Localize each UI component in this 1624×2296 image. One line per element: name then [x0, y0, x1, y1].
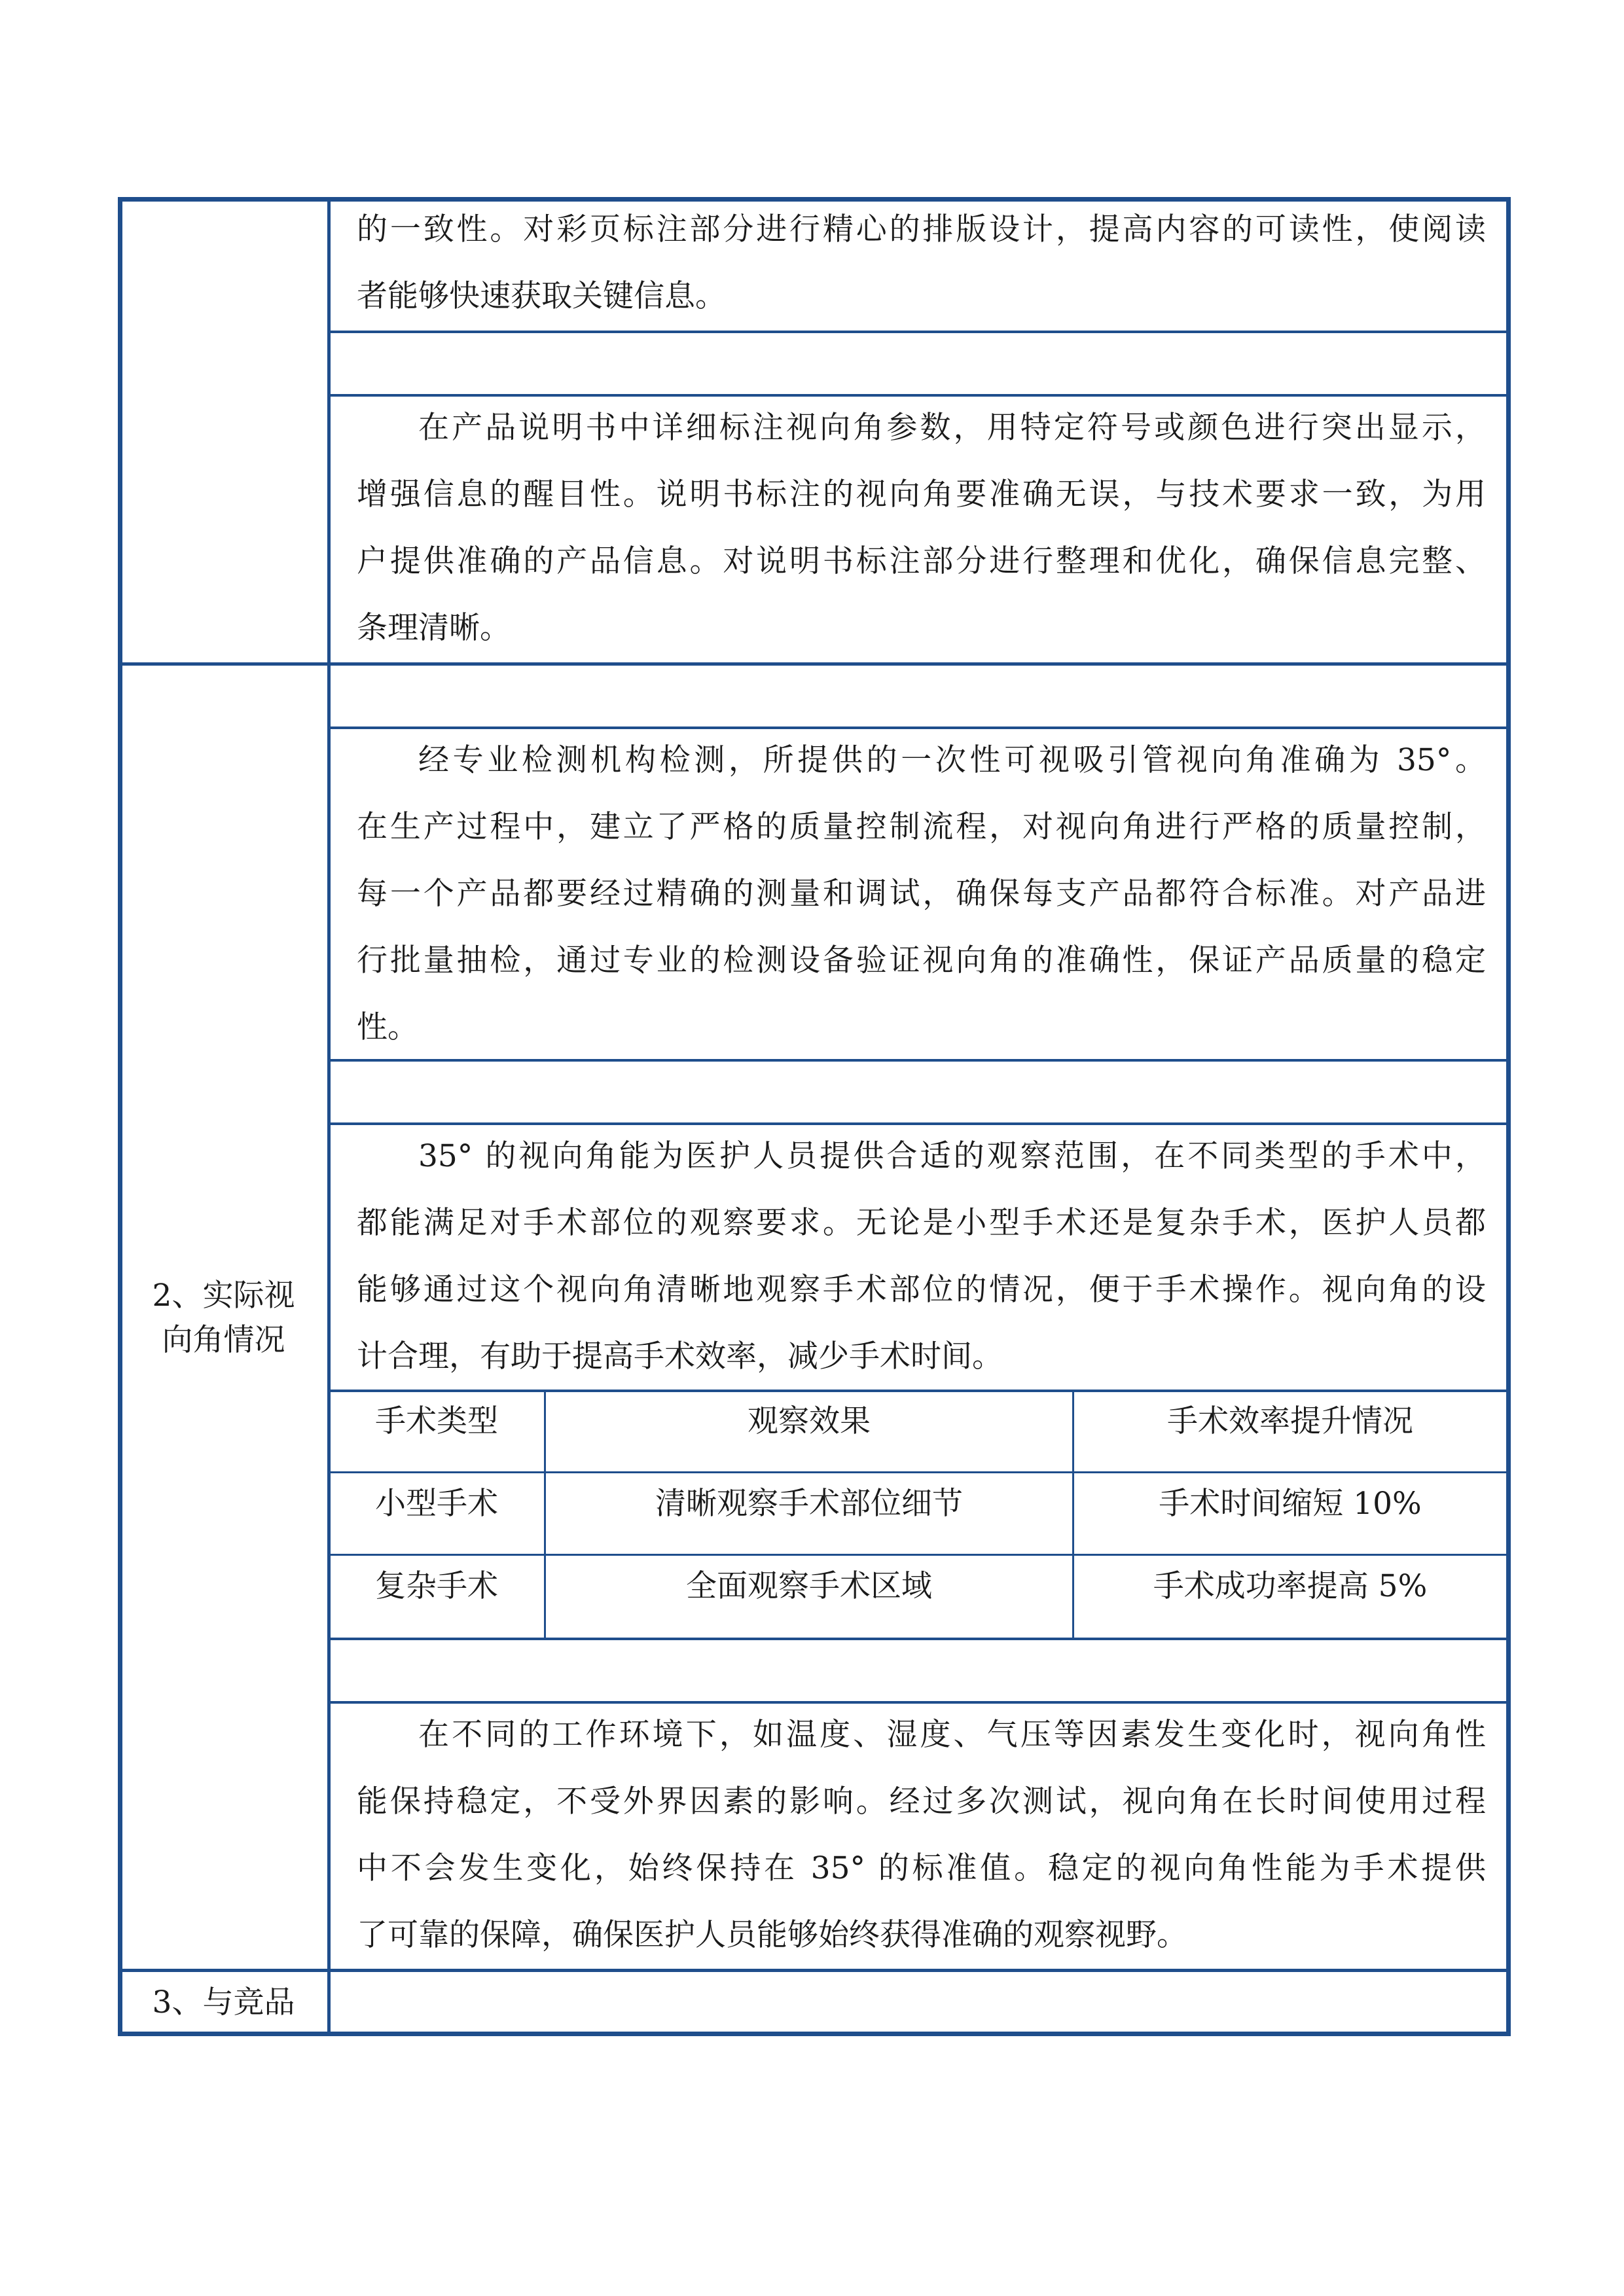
rule: [329, 331, 1506, 333]
text-line: 者能够快速获取关键信息。: [357, 278, 726, 314]
table-cell: 小型手术: [375, 1486, 498, 1522]
table-header-efficiency: 手术效率提升情况: [1167, 1403, 1413, 1439]
table-header-surgery-type: 手术类型: [375, 1403, 498, 1439]
text-line: 每一个产品都要经过精确的测量和调试，确保每支产品都符合标准。对产品进: [357, 876, 1486, 912]
text-line: 35° 的视向角能为医护人员提供合适的观察范围，在不同类型的手术中，: [418, 1138, 1486, 1174]
paragraph-observation-needs: [357, 1123, 1486, 1390]
section-label-line: 向角情况: [162, 1322, 285, 1358]
text-line: 计合理，有助于提高手术效率，减少手术时间。: [357, 1338, 1003, 1374]
paragraph-parameter-verification: [357, 727, 1486, 1061]
table-cell: 复杂手术: [375, 1568, 498, 1604]
text-line: 都能满足对手术部位的观察要求。无论是小型手术还是复杂手术，医护人员都: [357, 1205, 1486, 1241]
rule: [118, 662, 1511, 666]
text-line: 在生产过程中，建立了严格的质量控制流程，对视向角进行严格的质量控制，: [357, 809, 1486, 845]
text-line: 户提供准确的产品信息。对说明书标注部分进行整理和优化，确保信息完整、: [357, 543, 1486, 579]
column-divider: [327, 197, 331, 2036]
section-label-actual-view-angle: [118, 1274, 329, 1363]
text-line: 行批量抽检，通过专业的检测设备验证视向角的准确性，保证产品质量的稳定: [357, 942, 1486, 978]
table-header-observation-effect: 观察效果: [748, 1403, 871, 1439]
text-line: 了可靠的保障，确保医护人员能够始终获得准确的观察视野。: [357, 1917, 1187, 1953]
text-line: 能够通过这个视向角清晰地观察手术部位的情况，便于手术操作。视向角的设: [357, 1272, 1486, 1308]
rule: [329, 1638, 1506, 1640]
text-line: 条理清晰。: [357, 610, 511, 646]
text-line: 能保持稳定，不受外界因素的影响。经过多次测试，视向角在长时间使用过程: [357, 1784, 1486, 1820]
text-line: 的一致性。对彩页标注部分进行精心的排版设计，提高内容的可读性，使阅读: [357, 211, 1486, 247]
table-cell: 全面观察手术区域: [686, 1568, 932, 1604]
paragraph-performance-stability: [357, 1702, 1486, 1969]
table-cell: 手术时间缩短 10%: [1159, 1486, 1422, 1522]
text-line: 增强信息的醒目性。说明书标注的视向角要准确无误，与技术要求一致，为用: [357, 476, 1486, 512]
table-cell: 手术成功率提高 5%: [1153, 1568, 1428, 1604]
text-line: 在产品说明书中详细标注视向角参数，用特定符号或颜色进行突出显示，: [418, 410, 1486, 446]
text-line: 在不同的工作环境下，如温度、湿度、气压等因素发生变化时，视向角性: [418, 1717, 1486, 1753]
text-line: 经专业检测机构检测，所提供的一次性可视吸引管视向角准确为 35°。: [418, 742, 1486, 778]
paragraph-color-page-label-end: [357, 196, 1486, 330]
section-label-line: 2、实际视: [152, 1278, 295, 1314]
text-line: 性。: [357, 1009, 418, 1045]
text-line: 中不会发生变化，始终保持在 35° 的标准值。稳定的视向角性能为手术提供: [357, 1850, 1486, 1886]
table-cell: 清晰观察手术部位细节: [655, 1486, 963, 1522]
section-label-competitor: 3、与竞品: [152, 1984, 295, 2020]
paragraph-instruction-label: [357, 395, 1486, 662]
